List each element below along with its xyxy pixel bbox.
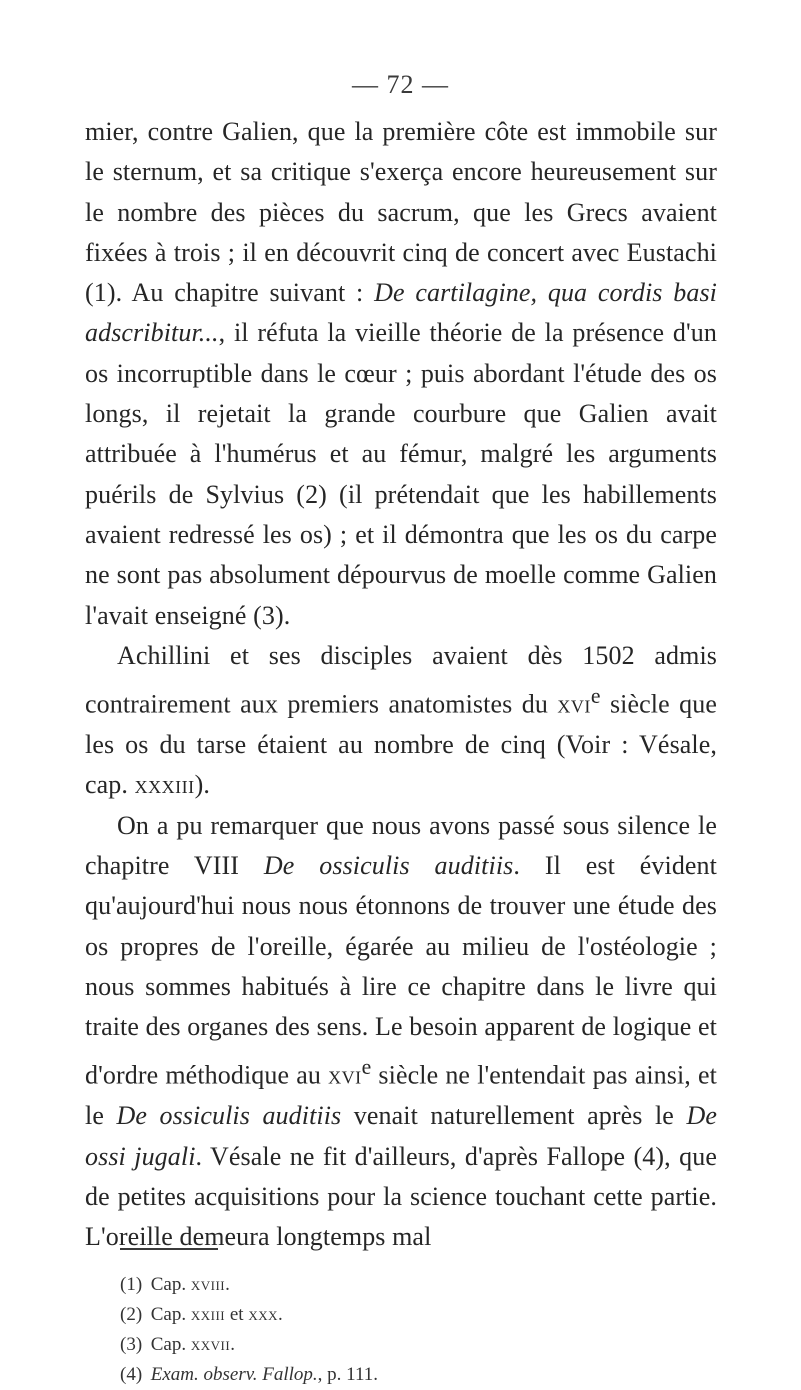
footnote [120,1270,680,1300]
roman-numeral: xviii [190,1274,226,1295]
text-run: . [278,1304,283,1325]
italic-text: Exam. observ. Fallop. [150,1364,318,1385]
text-run: , p. 111. [317,1364,379,1385]
superscript: e [361,1055,372,1080]
text-run: , il réfuta la vieille théorie de la présence d'un os incorruptible dans le cœur ; puis abordant l'étude des os longs, il rejetait la grande courbure que Galien avait attribuée à l'humérus et au fémur, malgré les arguments puérils de Sylvius (2) (il prétendait que les habillements avaient redressé les os) ; et il démontra que les os du carpe ne sont pas absolument dépourvus de moelle comme Galien l'avait enseigné (3). [85,318,717,630]
text-run: On a pu remarquer que nous avons passé sous silence le chapitre VIII [85,810,717,880]
text-run: et [225,1304,249,1325]
page-number: — 72 — [352,70,449,99]
roman-numeral: xxx [248,1304,279,1325]
text-run: . Il est évident qu'aujourd'hui nous nous étonnons de trouver une étude des os propres de l'oreille, égarée au milieu de l'ostéologie ; nous sommes habitués à lire ce chapitre dans le livre qui traite des organes des sens. Le besoin apparent de logique et d'ordre méthodique au [85,851,717,1091]
footnote [120,1330,680,1360]
text-run: . [225,1274,230,1295]
text-run: . Vésale ne fit d'ailleurs, d'après Fallope (4), que de petites acquisitions pour la science touchant cette partie. L'oreille demeura longtemps mal [85,1141,717,1252]
footnote [120,1300,680,1330]
roman-numeral: xxiii [190,1304,226,1325]
footnote-mark: (4) [120,1364,143,1385]
text-run: . [230,1334,235,1355]
footnote-mark: (2) [120,1304,143,1325]
roman-numeral: xvi [557,689,591,719]
italic-text: De ossi jugali [85,1101,717,1171]
text-run: Cap. [150,1274,191,1295]
text-run: siècle que les os du tarse étaient au nombre de cinq (Voir : Vésale, cap. [85,689,717,800]
roman-numeral: xxxiii [134,770,195,800]
body-text [85,112,717,1258]
footnotes [120,1270,680,1390]
roman-numeral: xxvii [190,1334,231,1355]
paragraph [85,112,717,636]
text-run: Achillini et ses disciples avaient dès 1502 admis contrairement aux premiers anatomistes du [85,640,717,719]
paragraph [85,636,717,806]
footnote-divider [120,1248,218,1250]
italic-text: De ossiculis auditiis [263,851,514,880]
italic-text: De cartilagine, qua cordis basi adscribitur... [85,278,717,348]
superscript: e [590,684,601,709]
paragraph [85,806,717,1258]
text-run: Cap. [150,1304,191,1325]
footnote-mark: (1) [120,1274,143,1295]
roman-numeral: xvi [328,1061,362,1091]
text-run: siècle ne l'entendait pas ainsi, et le [85,1061,717,1131]
text-run: ). [194,770,210,800]
footnote [120,1360,680,1390]
italic-text: De ossiculis auditiis [116,1101,342,1131]
text-run: mier, contre Galien, que la première côte est immobile sur le sternum, et sa critique s'exerça encore heureusement sur le nombre des pièces du sacrum, que les Grecs avaient fixées à trois ; il en découvrit cinq de concert avec Eustachi (1). Au chapitre suivant : [85,117,717,308]
text-run: Cap. [150,1334,191,1355]
footnote-mark: (3) [120,1334,143,1355]
text-run: venait naturellement après le [341,1101,687,1131]
